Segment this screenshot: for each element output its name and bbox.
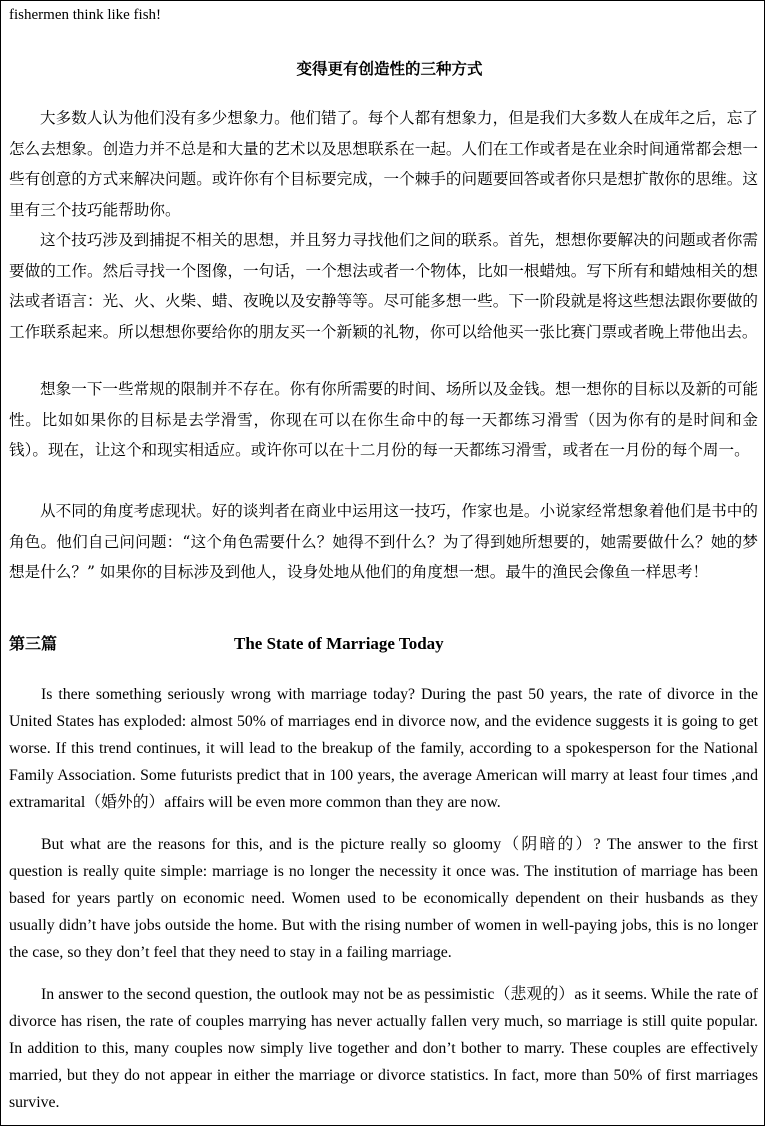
- english-paragraph: In answer to the second question, the outlook may not be as pessimistic（悲观的）as it seems. While the rate of divorce has risen, the rate of couples marrying has never actually fallen very much, so marriage is still quite popular. In addition to this, many couples now simply live together and don’t bother to marry. These couples are effectively married, but they do not appear in either the marriage or divorce statistics. In fact, more than 50% of first marriages survive.: [9, 986, 758, 1111]
- previous-page-closing-line: fishermen think like fish!: [9, 7, 162, 23]
- english-paragraph: Is there something seriously wrong with marriage today? During the past 50 years, the rate of divorce in the United States has exploded: almost 50% of marriages end in divorce now, and the evidence suggests it is going to get worse. If this trend continues, it will lead to the breakup of the family, according to a spokesperson for the National Family Association. Some futurists predict that in 100 years, the average American will marry at least four times ,and extramarital（婚外的）affairs will be even more common than they are now.: [9, 686, 758, 811]
- chinese-paragraph: 从不同的角度考虑现状。好的谈判者在商业中运用这一技巧，作家也是。小说家经常想象着他们是书中的角色。他们自己问问题：“这个角色需要什么？她得不到什么？为了得到她所想要的，她需要做什么？她的梦想是什么？” 如果你的目标涉及到他人，设身处地从他们的角度想一想。最牛的渔民会像鱼一样思考！: [9, 502, 758, 581]
- chinese-paragraph: 想象一下一些常规的限制并不存在。你有你所需要的时间、场所以及金钱。想一想你的目标以及新的可能性。比如如果你的目标是去学滑雪，你现在可以在你生命中的每一天都练习滑雪（因为你有的是时间和金钱）。现在，让这个和现实相适应。或许你可以在十二月份的每一天都练习滑雪，或者在一月份的每个周一。: [9, 380, 758, 459]
- english-paragraph: But what are the reasons for this, and is the picture really so gloomy（阴暗的）? The answer to the first question is really quite simple: marriage is no longer the necessity it once was. The institution of marriage has been based for years partly on economic need. Women used to be economically dependent on their husbands as they usually didn’t have jobs outside the home. But with the rising number of women in well-paying jobs, this is no longer the case, so they don’t feel that they need to stay in a failing marriage.: [9, 836, 758, 961]
- chinese-article-title: 变得更有创造性的三种方式: [296, 60, 483, 78]
- english-article-title: The State of Marriage Today: [234, 634, 444, 653]
- chinese-paragraph: 这个技巧涉及到捕捉不相关的思想，并且努力寻找他们之间的联系。首先，想想你要解决的问题或者你需要做的工作。然后寻找一个图像，一句话，一个想法或者一个物体，比如一根蜡烛。写下所有和蜡烛相关的想法或者语言：光、火、火柴、蜡、夜晚以及安静等等。尽可能多想一些。下一阶段就是将这些想法跟你要做的工作联系起来。所以想想你要给你的朋友买一个新颖的礼物，你可以给他买一张比赛门票或者晚上带他出去。: [9, 231, 758, 341]
- chinese-paragraph: 大多数人认为他们没有多少想象力。他们错了。每个人都有想象力，但是我们大多数人在成年之后，忘了怎么去想象。创造力并不总是和大量的艺术以及思想联系在一起。人们在工作或者是在业余时间通常都会想一些有创意的方式来解决问题。或许你有个目标要完成，一个棘手的问题要回答或者你只是想扩散你的思维。这里有三个技巧能帮助你。: [9, 109, 758, 219]
- section-label: 第三篇: [9, 634, 58, 653]
